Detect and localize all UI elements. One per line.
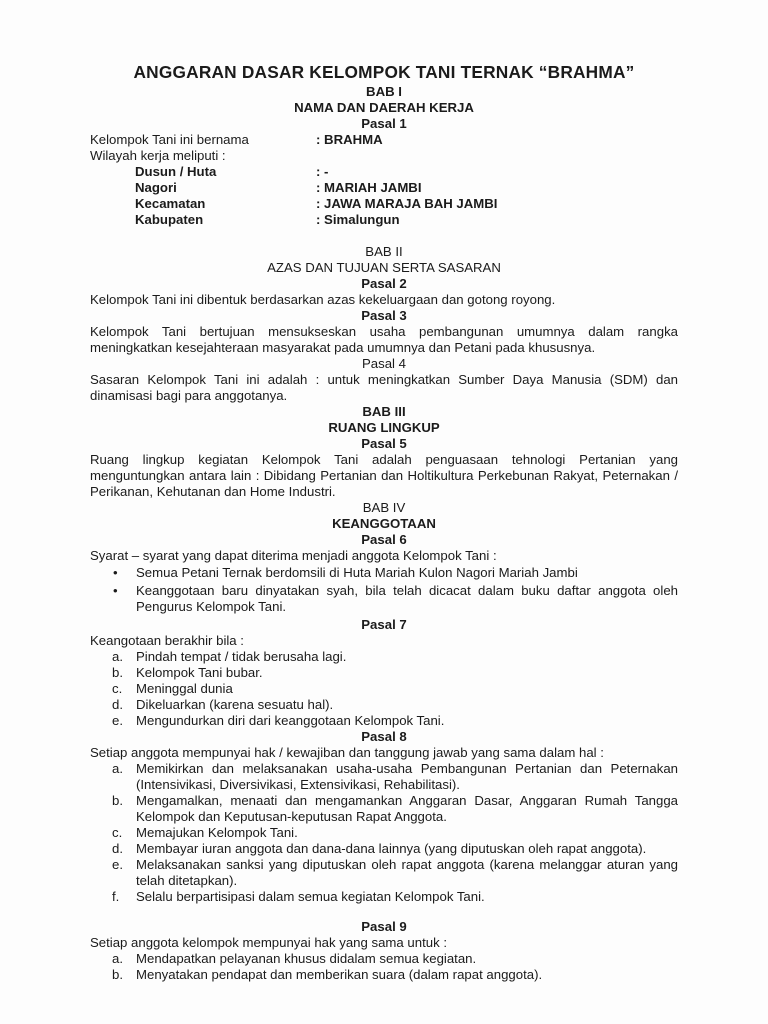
work-area-value: : Simalungun: [316, 212, 400, 227]
list-marker: c.: [112, 681, 123, 696]
pasal-6-label: Pasal 6: [361, 532, 407, 547]
pasal-2-label: Pasal 2: [361, 276, 407, 291]
list-item: [90, 649, 678, 665]
list-item: [90, 857, 678, 889]
pasal-9-intro: Setiap anggota kelompok mempunyai hak yang sama untuk :: [90, 935, 448, 950]
work-area-value: : JAWA MARAJA BAH JAMBI: [316, 196, 498, 211]
list-item: [90, 665, 678, 681]
work-area-label: Kecamatan: [135, 196, 206, 211]
list-item-text: Meninggal dunia: [136, 681, 233, 696]
pasal-6-list: [90, 565, 678, 615]
list-item-text: Kelompok Tani bubar.: [136, 665, 263, 680]
bab-4-heading: KEANGGOTAAN: [332, 516, 436, 531]
pasal-6-intro: Syarat – syarat yang dapat diterima menjadi anggota Kelompok Tani :: [90, 548, 497, 563]
pasal-7-intro: Keangotaan berakhir bila :: [90, 633, 244, 648]
work-area-row: [90, 196, 678, 212]
group-name-row: [90, 132, 678, 148]
group-name-label: Kelompok Tani ini bernama: [90, 132, 249, 147]
list-item: [90, 713, 678, 729]
list-item: [90, 951, 678, 967]
list-marker: f.: [112, 889, 120, 904]
pasal-4-label: Pasal 4: [362, 356, 406, 371]
pasal-5-text: Ruang lingkup kegiatan Kelompok Tani adalah penguasaan tehnologi Pertanian yang menguntungkan antara lain : Dibidang Pertanian dan Holtikultura Perkebunan Rakyat, Peternakan / Perikanan, Kehutanan dan Home Industri.: [90, 452, 678, 499]
list-item-text: Menyatakan pendapat dan memberikan suara (dalam rapat anggota).: [136, 967, 543, 982]
list-marker: a.: [112, 649, 123, 664]
pasal-8-intro: Setiap anggota mempunyai hak / kewajiban dan tanggung jawab yang sama dalam hal :: [90, 745, 604, 760]
pasal-2-text: Kelompok Tani ini dibentuk berdasarkan azas kekeluargaan dan gotong royong.: [90, 292, 556, 307]
bab-2-label: BAB II: [365, 244, 403, 259]
list-item-text: Mengundurkan diri dari keanggotaan Kelompok Tani.: [136, 713, 445, 728]
list-item-text: Membayar iuran anggota dan dana-dana lainnya (yang diputuskan oleh rapat anggota).: [136, 841, 647, 856]
list-item-text: Mengamalkan, menaati dan mengamankan Anggaran Dasar, Anggaran Rumah Tangga Kelompok dan Keputusan-keputusan Rapat Anggota.: [136, 793, 678, 824]
work-area-list: [90, 164, 678, 228]
work-area-row: [90, 180, 678, 196]
bab-1-label: BAB I: [366, 84, 402, 99]
pasal-3-label: Pasal 3: [361, 308, 407, 323]
work-area-value: : -: [316, 164, 329, 179]
list-marker: e.: [112, 857, 123, 872]
list-item: [90, 793, 678, 825]
work-area-row: [90, 164, 678, 180]
list-marker: b.: [112, 967, 123, 982]
pasal-8-label: Pasal 8: [361, 729, 407, 744]
list-item: [90, 825, 678, 841]
bab-1-heading: NAMA DAN DAERAH KERJA: [294, 100, 474, 115]
list-item-text: Dikeluarkan (karena sesuatu hal).: [136, 697, 334, 712]
list-marker: e.: [112, 713, 123, 728]
pasal-8-list: [90, 761, 678, 905]
bab-2-heading: AZAS DAN TUJUAN SERTA SASARAN: [267, 260, 501, 275]
list-item: [90, 841, 678, 857]
pasal-9-list: [90, 951, 678, 983]
list-item-text: Memikirkan dan melaksanakan usaha-usaha Pembangunan Pertanian dan Peternakan (Intensivikasi, Diversivikasi, Extensivikasi, Rehabilitasi).: [136, 761, 678, 792]
pasal-4-text: Sasaran Kelompok Tani ini adalah : untuk meningkatkan Sumber Daya Manusia (SDM) dan dinamisasi bagi para anggotanya.: [90, 372, 678, 403]
work-area-value: : MARIAH JAMBI: [316, 180, 422, 195]
document-body: [90, 62, 678, 983]
list-marker: b.: [112, 665, 123, 680]
list-item-text: Memajukan Kelompok Tani.: [136, 825, 298, 840]
pasal-5-label: Pasal 5: [361, 436, 407, 451]
list-marker: b.: [112, 793, 123, 808]
pasal-9-label: Pasal 9: [361, 919, 407, 934]
list-item: [90, 889, 678, 905]
document-title: ANGGARAN DASAR KELOMPOK TANI TERNAK “BRAHMA”: [133, 62, 635, 82]
bab-3-heading: RUANG LINGKUP: [328, 420, 440, 435]
list-item-text: Melaksanakan sanksi yang diputuskan oleh rapat anggota (karena melanggar aturan yang telah ditetapkan).: [136, 857, 678, 888]
list-item: [90, 761, 678, 793]
list-marker: d.: [112, 697, 123, 712]
work-area-label: Kabupaten: [135, 212, 204, 227]
list-item: • Keanggotaan baru dinyatakan syah, bila telah dicacat dalam buku daftar anggota oleh Pengurus Kelompok Tani.: [90, 583, 678, 615]
pasal-1-label: Pasal 1: [361, 116, 407, 131]
list-item-text: Selalu berpartisipasi dalam semua kegiatan Kelompok Tani.: [136, 889, 485, 904]
bab-4-label: BAB IV: [362, 500, 406, 515]
work-area-intro: Wilayah kerja meliputi :: [90, 148, 226, 163]
list-item: [90, 967, 678, 983]
pasal-3-text: Kelompok Tani bertujuan mensukseskan usaha pembangunan umumnya dalam rangka meningkatkan kesejahteraan masyarakat pada umumnya dan Petani pada khususnya.: [90, 324, 678, 355]
list-marker: a.: [112, 761, 123, 776]
group-name-value: : BRAHMA: [316, 132, 383, 147]
pasal-7-label: Pasal 7: [361, 617, 407, 632]
list-marker: a.: [112, 951, 123, 966]
list-item: [90, 681, 678, 697]
list-item: • Semua Petani Ternak berdomsili di Huta Mariah Kulon Nagori Mariah Jambi: [90, 565, 678, 581]
work-area-label: Dusun / Huta: [135, 164, 217, 179]
list-marker: d.: [112, 841, 123, 856]
list-marker: c.: [112, 825, 123, 840]
work-area-label: Nagori: [135, 180, 177, 195]
work-area-row: [90, 212, 678, 228]
pasal-7-list: [90, 649, 678, 729]
list-item-text: Mendapatkan pelayanan khusus didalam semua kegiatan.: [136, 951, 477, 966]
list-item-text: Pindah tempat / tidak berusaha lagi.: [136, 649, 347, 664]
list-item: [90, 697, 678, 713]
section-spacer: [90, 228, 678, 244]
bab-3-label: BAB III: [362, 404, 406, 419]
section-spacer: [90, 905, 678, 919]
